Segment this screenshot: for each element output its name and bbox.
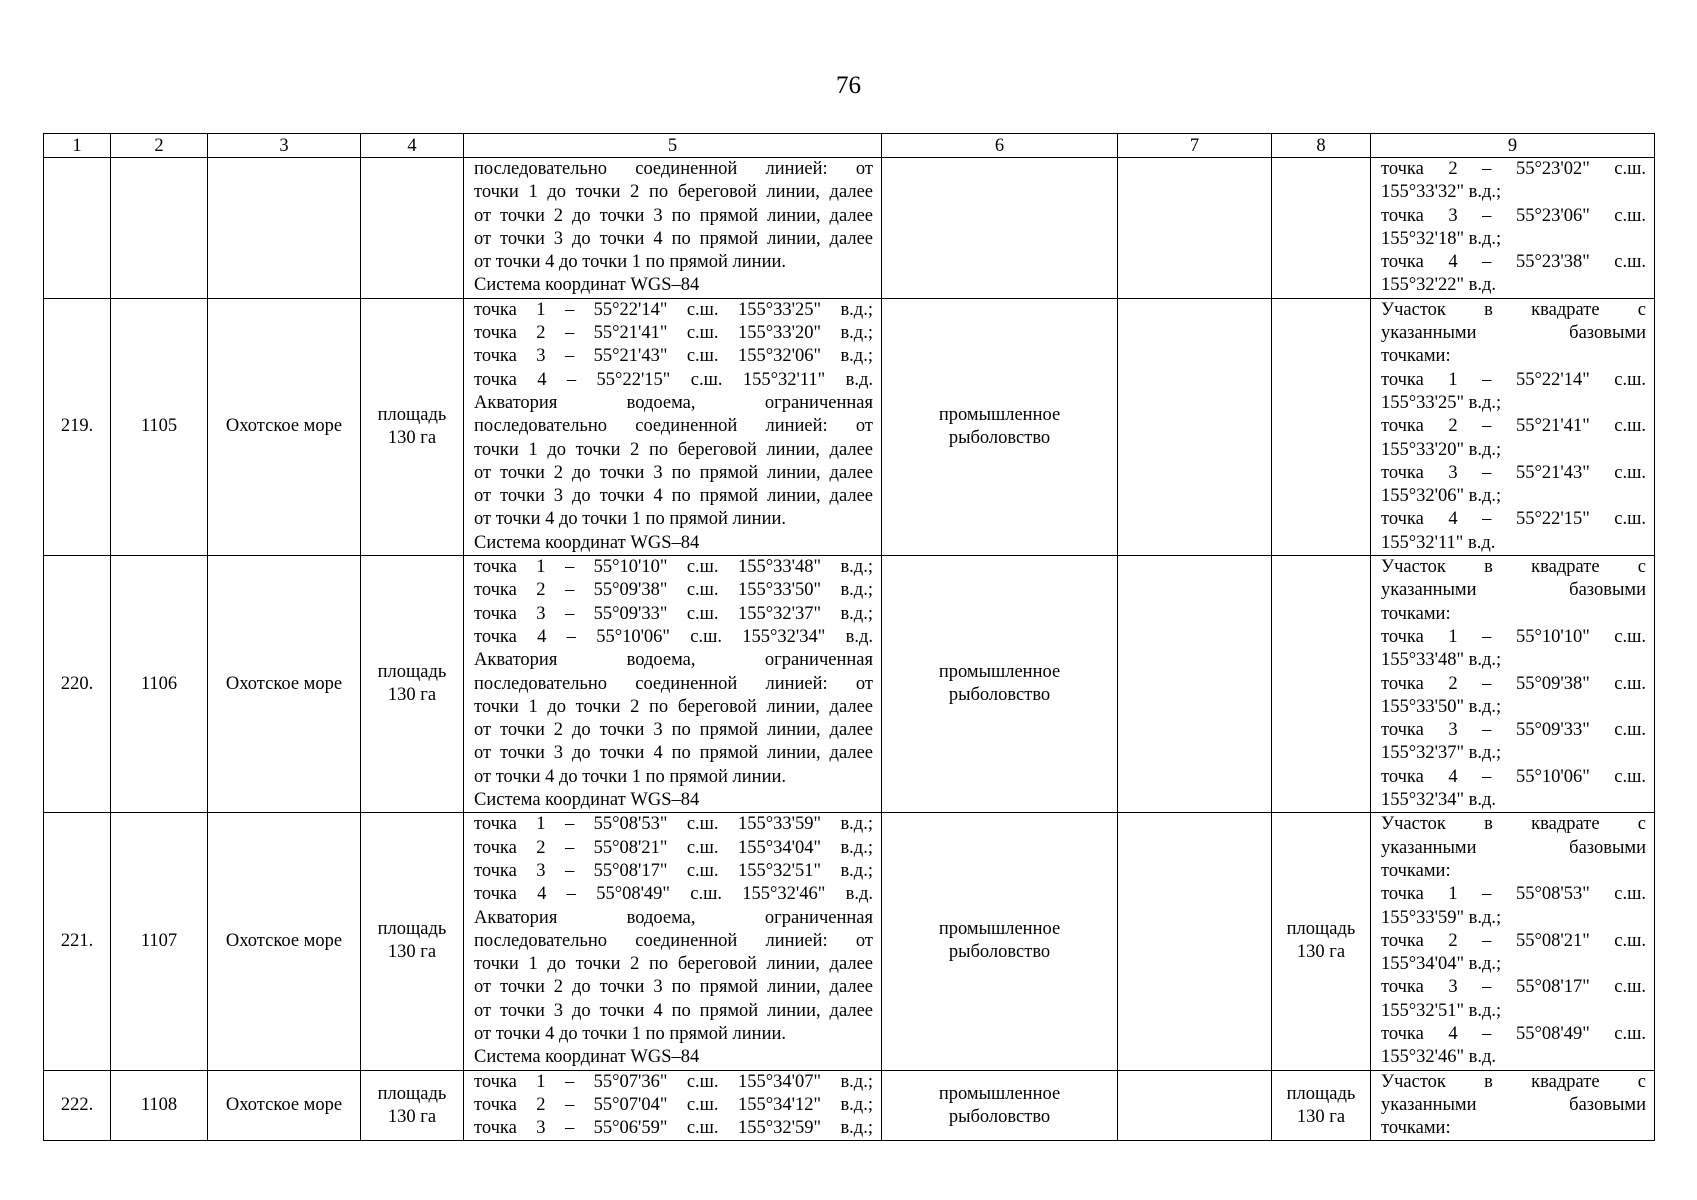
text-line: точка 3 – 55°09'33" с.ш. (1381, 720, 1646, 741)
basis-cell (1371, 158, 1655, 299)
basis-cell (1371, 1070, 1655, 1141)
water-body-cell: Охотское море (208, 298, 361, 555)
text-line: точка 1 – 55°07'36" с.ш. 155°34'07" в.д.; (474, 1071, 873, 1092)
text-line: 155°32'18" в.д.; (1381, 228, 1502, 249)
header-cell: 1 (44, 134, 111, 158)
text-line: точка 2 – 55°21'41" с.ш. 155°33'20" в.д.; (474, 323, 873, 344)
text-line: точка 2 – 55°09'38" с.ш. 155°33'50" в.д.; (474, 580, 873, 601)
text-line: 155°33'59" в.д.; (1381, 907, 1502, 928)
text-line: точка 4 – 55°23'38" с.ш. (1381, 252, 1646, 273)
text-line: точка 2 – 55°09'38" с.ш. (1381, 673, 1646, 694)
text-line: от точки 4 до точки 1 по прямой линии. (474, 766, 786, 787)
text-line: точка 3 – 55°08'17" с.ш. (1381, 977, 1646, 998)
text-line: точка 4 – 55°08'49" с.ш. (1381, 1023, 1646, 1044)
area-size-cell (361, 298, 464, 555)
empty-cell (208, 158, 361, 299)
text-line: точками: (1381, 860, 1451, 881)
text-line: точка 2 – 55°23'02" с.ш. (1381, 159, 1646, 179)
table-row (44, 556, 1655, 813)
header-cell: 4 (361, 134, 464, 158)
area-size-label: площадь (377, 1083, 447, 1104)
purpose-line: рыболовство (948, 942, 1051, 963)
text-line: последовательно соединенной линией: от (474, 416, 873, 437)
area-code-cell: 1107 (111, 813, 208, 1070)
header-cell: 8 (1272, 134, 1371, 158)
area-size-cell (361, 813, 464, 1070)
row-number-cell: 220. (44, 556, 111, 813)
text-line: от точки 4 до точки 1 по прямой линии. (474, 509, 786, 530)
text-line: от точки 3 до точки 4 по прямой линии, далее (474, 486, 873, 507)
empty-cell (1118, 298, 1272, 555)
area-size-cell (1272, 556, 1371, 813)
area-code-cell: 1105 (111, 298, 208, 555)
text-line: последовательно соединенной линией: от (474, 673, 873, 694)
fishing-areas-table (43, 133, 1655, 1141)
text-line: точка 2 – 55°07'04" с.ш. 155°34'12" в.д.; (474, 1094, 873, 1115)
water-body-cell: Охотское море (208, 813, 361, 1070)
text-line: точка 4 – 55°22'15" с.ш. (1381, 509, 1646, 530)
text-line: точка 4 – 55°22'15" с.ш. 155°32'11" в.д. (474, 369, 873, 390)
table-row (44, 298, 1655, 555)
text-line: Система координат WGS–84 (474, 532, 700, 553)
purpose-cell (882, 1070, 1118, 1141)
text-line: точка 3 – 55°08'17" с.ш. 155°32'51" в.д.; (474, 860, 873, 881)
text-line: Система координат WGS–84 (474, 790, 700, 811)
text-line: точка 1 – 55°22'14" с.ш. (1381, 369, 1646, 390)
purpose-cell (882, 813, 1118, 1070)
purpose-line: рыболовство (948, 1106, 1051, 1127)
text-line: от точки 2 до точки 3 по прямой линии, далее (474, 462, 873, 483)
water-body-cell: Охотское море (208, 1070, 361, 1141)
area-size-label: площадь (377, 919, 447, 940)
purpose-line: рыболовство (948, 685, 1051, 706)
text-line: Акватория водоема, ограниченная (474, 907, 873, 928)
text-line: точки 1 до точки 2 по береговой линии, далее (474, 954, 873, 975)
text-line: последовательно соединенной линией: от (474, 930, 873, 951)
text-line: точки 1 до точки 2 по береговой линии, далее (474, 439, 873, 460)
header-cell: 5 (464, 134, 882, 158)
text-line: точки 1 до точки 2 по береговой линии, далее (474, 696, 873, 717)
text-line: указанными базовыми (1381, 323, 1646, 344)
area-size-label: площадь (377, 662, 447, 683)
area-size-label: площадь (377, 404, 447, 425)
text-line: 155°33'25" в.д.; (1381, 392, 1502, 413)
text-line: 155°32'51" в.д.; (1381, 1000, 1502, 1021)
header-row (44, 134, 1655, 158)
purpose-line: промышленное (938, 1083, 1061, 1104)
text-line: точка 3 – 55°23'06" с.ш. (1381, 205, 1646, 226)
text-line: Система координат WGS–84 (474, 275, 700, 296)
text-line: точка 3 – 55°21'43" с.ш. 155°32'06" в.д.; (474, 346, 873, 367)
basis-cell (1371, 298, 1655, 555)
text-line: от точки 2 до точки 3 по прямой линии, далее (474, 205, 873, 226)
text-line: точка 3 – 55°21'43" с.ш. (1381, 462, 1646, 483)
description-cell (464, 556, 882, 813)
area-size-cell (361, 556, 464, 813)
text-line: Участок в квадрате с (1381, 1071, 1646, 1092)
text-line: указанными базовыми (1381, 837, 1646, 858)
text-line: точка 1 – 55°22'14" с.ш. 155°33'25" в.д.; (474, 299, 873, 320)
text-line: 155°32'37" в.д.; (1381, 743, 1502, 764)
text-line: 155°33'20" в.д.; (1381, 439, 1502, 460)
text-line: от точки 4 до точки 1 по прямой линии. (474, 1023, 786, 1044)
text-line: точка 2 – 55°08'21" с.ш. 155°34'04" в.д.; (474, 837, 873, 858)
area-size-value: 130 га (387, 427, 437, 448)
text-line: от точки 3 до точки 4 по прямой линии, далее (474, 743, 873, 764)
empty-cell (111, 158, 208, 299)
row-number-cell: 221. (44, 813, 111, 1070)
text-line: от точки 3 до точки 4 по прямой линии, далее (474, 228, 873, 249)
page-number: 76 (836, 72, 861, 99)
text-line: точка 4 – 55°10'06" с.ш. 155°32'34" в.д. (474, 626, 873, 647)
area-size-cell (1272, 298, 1371, 555)
empty-cell (361, 158, 464, 299)
area-size-cell (1272, 813, 1371, 1070)
text-line: точка 2 – 55°21'41" с.ш. (1381, 416, 1646, 437)
empty-cell (1118, 158, 1272, 299)
area-size-cell (361, 1070, 464, 1141)
description-cell (464, 813, 882, 1070)
text-line: точка 2 – 55°08'21" с.ш. (1381, 930, 1646, 951)
text-line: 155°32'11" в.д. (1381, 532, 1496, 553)
text-line: 155°33'48" в.д.; (1381, 650, 1502, 671)
row-number-cell: 219. (44, 298, 111, 555)
purpose-line: промышленное (938, 919, 1061, 940)
text-line: точка 1 – 55°08'53" с.ш. (1381, 884, 1646, 905)
area-size-value: 130 га (387, 1106, 437, 1127)
text-line: точки 1 до точки 2 по береговой линии, далее (474, 182, 873, 203)
text-line: последовательно соединенной линией: от (474, 159, 873, 179)
row-number-cell: 222. (44, 1070, 111, 1141)
text-line: точка 1 – 55°10'10" с.ш. (1381, 626, 1646, 647)
text-line: указанными базовыми (1381, 1094, 1646, 1115)
text-line: точка 4 – 55°10'06" с.ш. (1381, 766, 1646, 787)
area-size-cell (1272, 1070, 1371, 1141)
text-line: Акватория водоема, ограниченная (474, 650, 873, 671)
text-line: от точки 3 до точки 4 по прямой линии, далее (474, 1000, 873, 1021)
header-cell: 6 (882, 134, 1118, 158)
empty-cell (1118, 813, 1272, 1070)
empty-cell (1272, 158, 1371, 299)
text-line: Участок в квадрате с (1381, 299, 1646, 320)
header-cell: 3 (208, 134, 361, 158)
text-line: Участок в квадрате с (1381, 557, 1646, 578)
text-line: 155°32'22" в.д. (1381, 275, 1497, 296)
description-cell (464, 298, 882, 555)
area-size-value: 130 га (387, 685, 437, 706)
header-cell: 9 (1371, 134, 1655, 158)
area-code-cell: 1108 (111, 1070, 208, 1141)
purpose-cell (882, 556, 1118, 813)
header-cell: 2 (111, 134, 208, 158)
text-line: от точки 2 до точки 3 по прямой линии, далее (474, 720, 873, 741)
text-line: точка 3 – 55°06'59" с.ш. 155°32'59" в.д.; (474, 1118, 873, 1139)
text-line: от точки 4 до точки 1 по прямой линии. (474, 252, 786, 273)
basis-cell (1371, 556, 1655, 813)
table-row (44, 813, 1655, 1070)
text-line: 155°32'46" в.д. (1381, 1047, 1497, 1068)
text-line: Участок в квадрате с (1381, 814, 1646, 835)
text-line: 155°32'06" в.д.; (1381, 486, 1502, 507)
purpose-cell (882, 298, 1118, 555)
continuation-row (44, 158, 1655, 299)
purpose-line: рыболовство (948, 427, 1051, 448)
purpose-line: промышленное (938, 662, 1061, 683)
table-row (44, 1070, 1655, 1141)
description-cell (464, 1070, 882, 1141)
text-line: точка 1 – 55°10'10" с.ш. 155°33'48" в.д.; (474, 557, 873, 578)
area-size-label: площадь (1286, 919, 1356, 940)
empty-cell (1118, 1070, 1272, 1141)
area-size-value: 130 га (387, 942, 437, 963)
text-line: точка 4 – 55°08'49" с.ш. 155°32'46" в.д. (474, 884, 873, 905)
area-size-label: площадь (1286, 1083, 1356, 1104)
text-line: точками: (1381, 1118, 1451, 1139)
empty-cell (1118, 556, 1272, 813)
text-line: Система координат WGS–84 (474, 1047, 700, 1068)
text-line: точками: (1381, 346, 1451, 367)
area-code-cell: 1106 (111, 556, 208, 813)
text-line: точка 3 – 55°09'33" с.ш. 155°32'37" в.д.; (474, 603, 873, 624)
text-line: точками: (1381, 603, 1451, 624)
text-line: указанными базовыми (1381, 580, 1646, 601)
text-line: 155°34'04" в.д.; (1381, 954, 1502, 975)
area-size-value: 130 га (1296, 942, 1346, 963)
purpose-line: промышленное (938, 404, 1061, 425)
text-line: Акватория водоема, ограниченная (474, 392, 873, 413)
text-line: 155°33'50" в.д.; (1381, 696, 1502, 717)
empty-cell (882, 158, 1118, 299)
area-size-value: 130 га (1296, 1106, 1346, 1127)
text-line: от точки 2 до точки 3 по прямой линии, далее (474, 977, 873, 998)
header-cell: 7 (1118, 134, 1272, 158)
text-line: 155°33'32" в.д.; (1381, 182, 1502, 203)
basis-cell (1371, 813, 1655, 1070)
description-cell (464, 158, 882, 299)
empty-cell (44, 158, 111, 299)
water-body-cell: Охотское море (208, 556, 361, 813)
text-line: точка 1 – 55°08'53" с.ш. 155°33'59" в.д.; (474, 814, 873, 835)
text-line: 155°32'34" в.д. (1381, 790, 1497, 811)
